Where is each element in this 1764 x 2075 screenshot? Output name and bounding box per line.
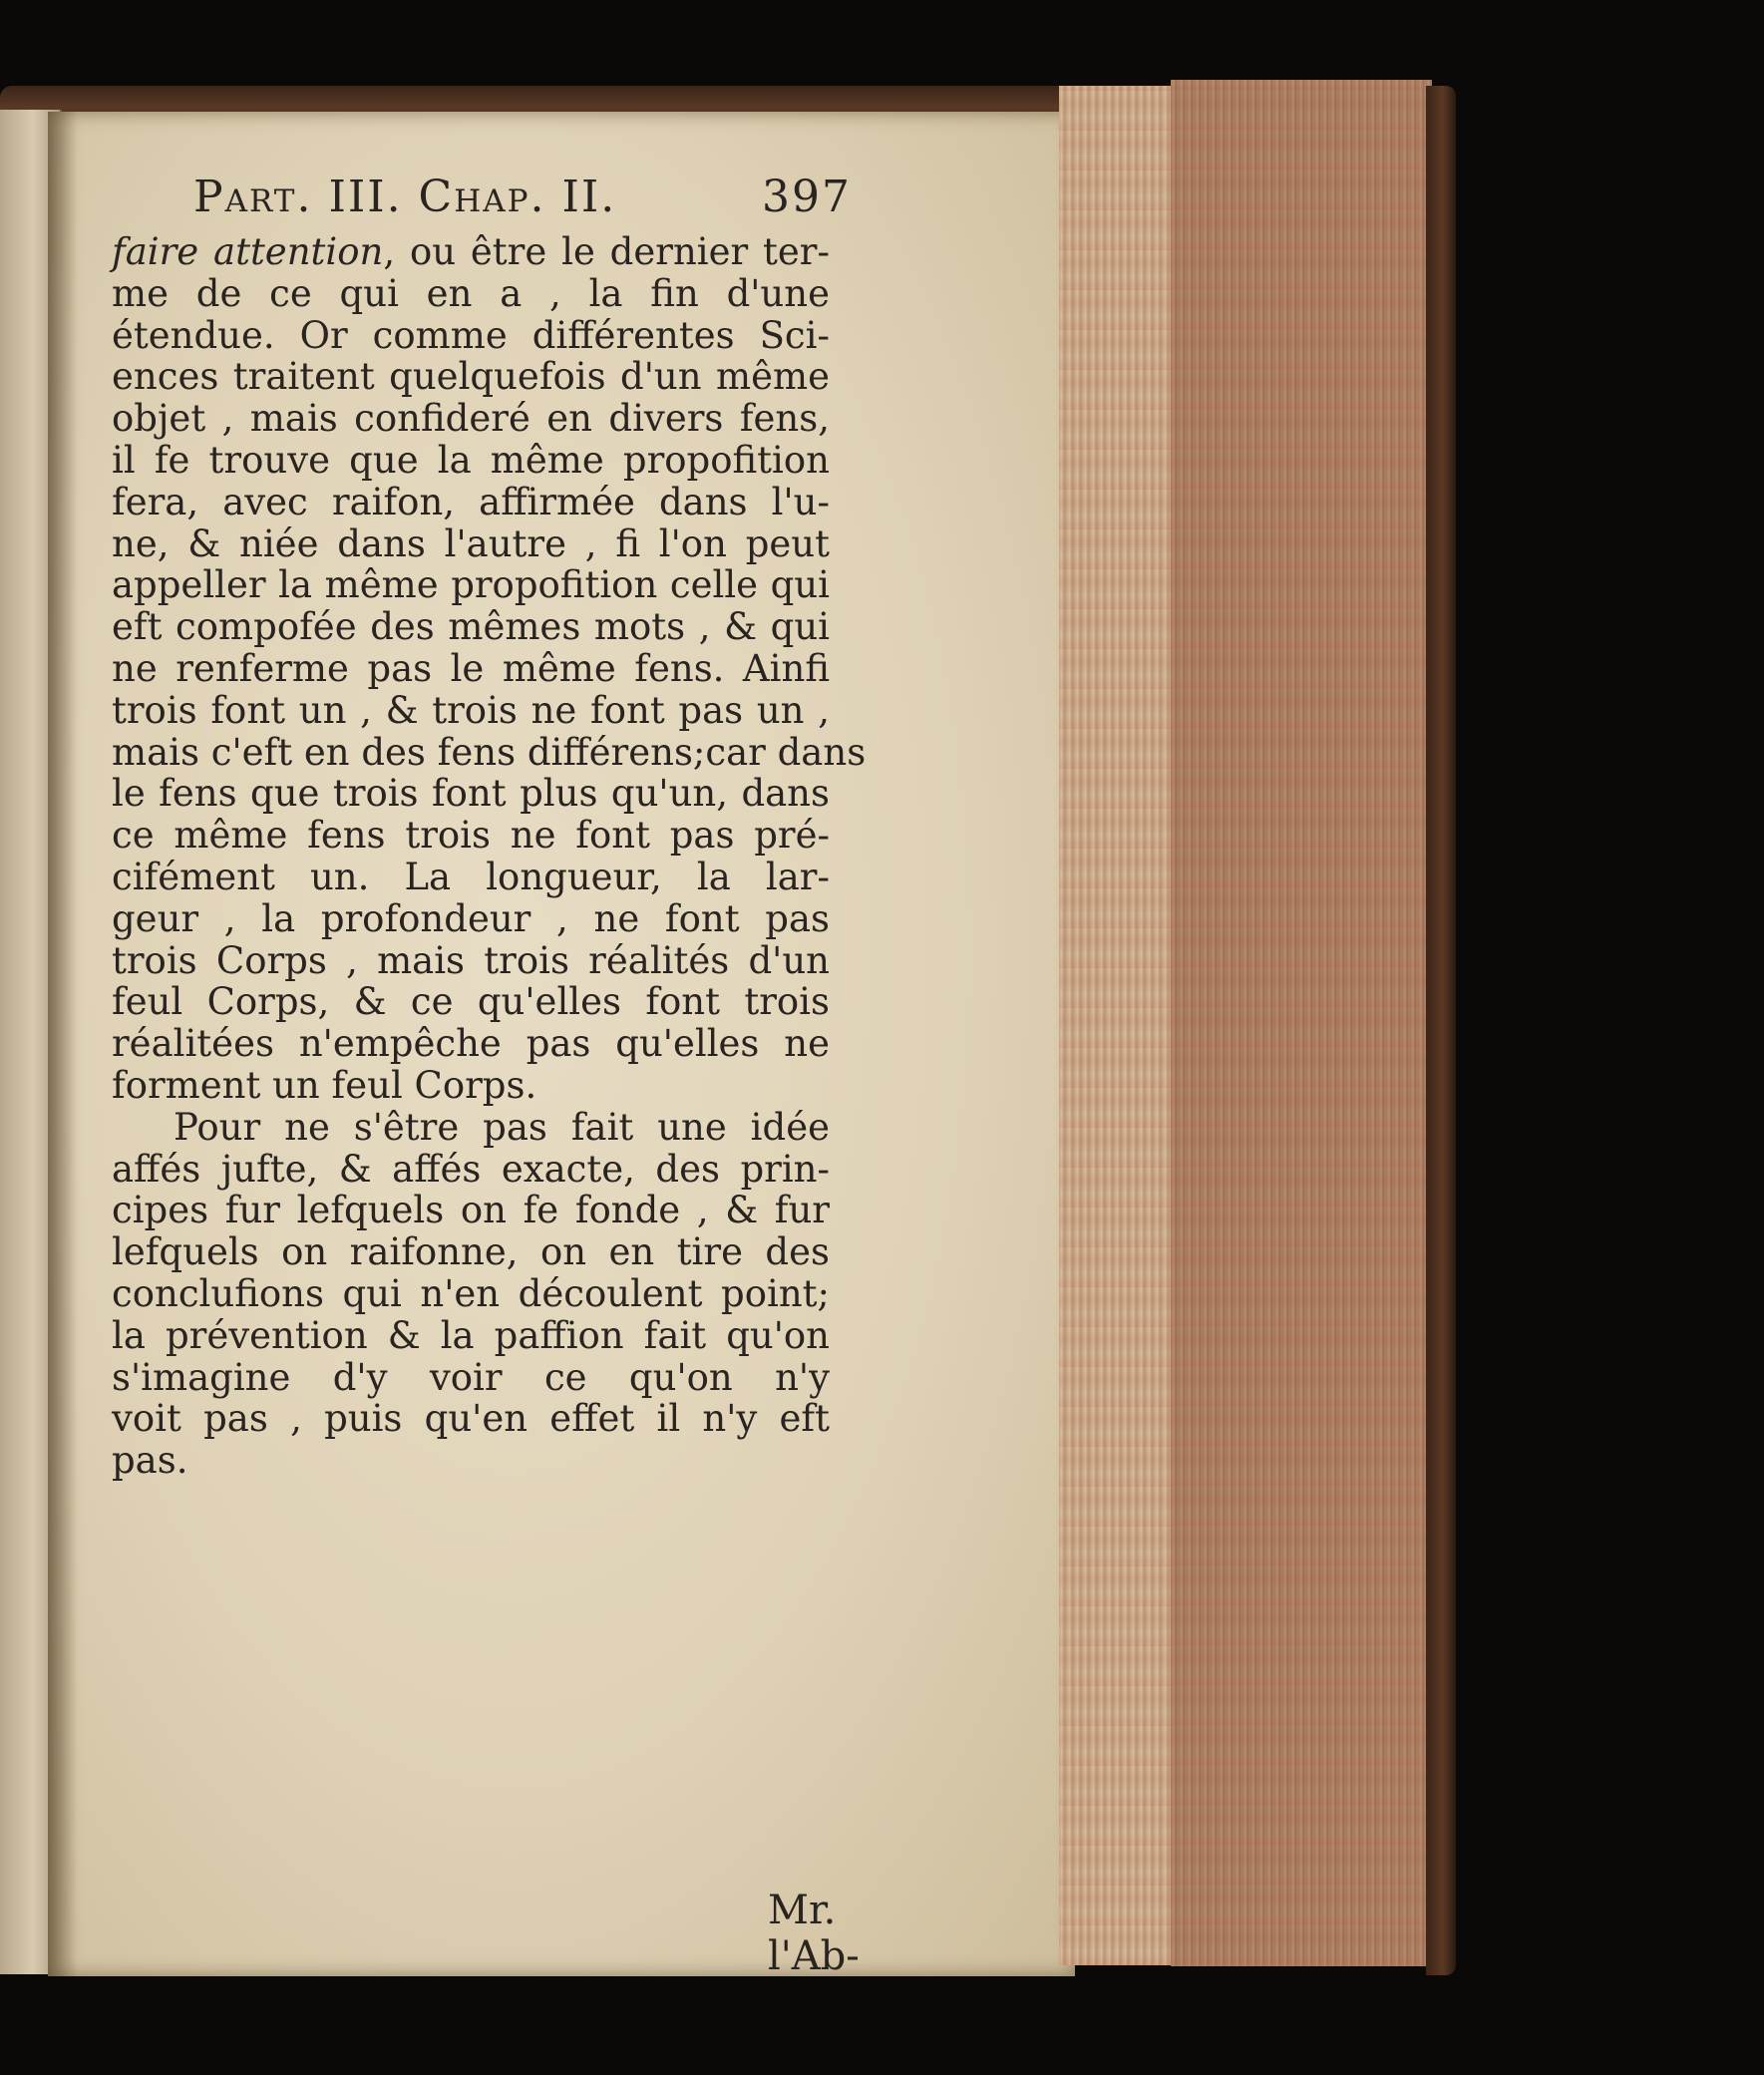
running-head: Part. III. Chap. II. [193,172,617,222]
text-line: me de ce qui en a , la fin d'une [112,271,830,315]
text-line: étendue. Or comme différentes Sci- [112,313,830,357]
text-line: forment un feul Corps. [112,1063,537,1107]
text-run: , ou être le dernier ter- [383,230,830,273]
text-line: Pour ne s'être pas fait une idée [174,1105,830,1149]
text-line: affés jufte, & affés exacte, des prin- [112,1147,830,1191]
text-line: ences traitent quelquefois d'un même [112,355,830,399]
page-header [112,166,852,231]
page-number: 397 [762,172,852,222]
italic-phrase: faire attention [112,230,384,273]
text-line: ce même fens trois ne font pas pré- [112,814,830,858]
sprinkled-edge [1059,86,1432,1965]
paragraph-2 [112,1107,830,1482]
text-line: ne, & niée dans l'autre , fi l'on peut [112,521,830,565]
text-line: mais c'eft en des fens différens;car dans [112,730,867,774]
text-line: il fe trouve que la même propofition [112,438,830,482]
text-line: geur , la profondeur , ne font pas [112,896,830,940]
text-line: trois Corps , mais trois réalités d'un [112,938,830,982]
text-line: feul Corps, & ce qu'elles font trois [112,980,830,1024]
text-line: voit pas , puis qu'en effet il n'y eft [112,1397,830,1441]
text-line: pas. [112,1439,188,1483]
text-line: fera, avec raifon, affirmée dans l'u- [112,480,830,523]
text-line: objet , mais confideré en divers fens, [112,397,830,441]
text-line: appeller la même propofition celle qui [112,563,830,607]
text-line [112,231,830,273]
page-gutter-shadow [48,112,78,1976]
text-line: réalitées n'empêche pas qu'elles ne [112,1022,830,1066]
text-line: le fens que trois font plus qu'un, dans [112,772,830,816]
page-text [112,166,867,1979]
text-line: lefquels on raifonne, on en tire des [112,1230,830,1274]
text-line: conclufions qui n'en découlent point; [112,1271,830,1315]
text-line: trois font un , & trois ne font pas un , [112,688,830,732]
book-binding [1426,86,1456,1975]
catchword: Mr. l'Ab- [768,1888,860,1979]
text-line: ne renferme pas le même fens. Ainfi [112,646,830,690]
text-line: cifément un. La longueur, la lar- [112,855,830,898]
text-line: cipes fur lefquels on fe fonde , & fur [112,1189,830,1232]
paragraph-1 [112,230,867,1107]
text-line: la prévention & la paffion fait qu'on [112,1313,830,1357]
text-line: eft compofée des mêmes mots , & qui [112,605,830,649]
text-line: s'imagine d'y voir ce qu'on n'y [112,1355,830,1399]
